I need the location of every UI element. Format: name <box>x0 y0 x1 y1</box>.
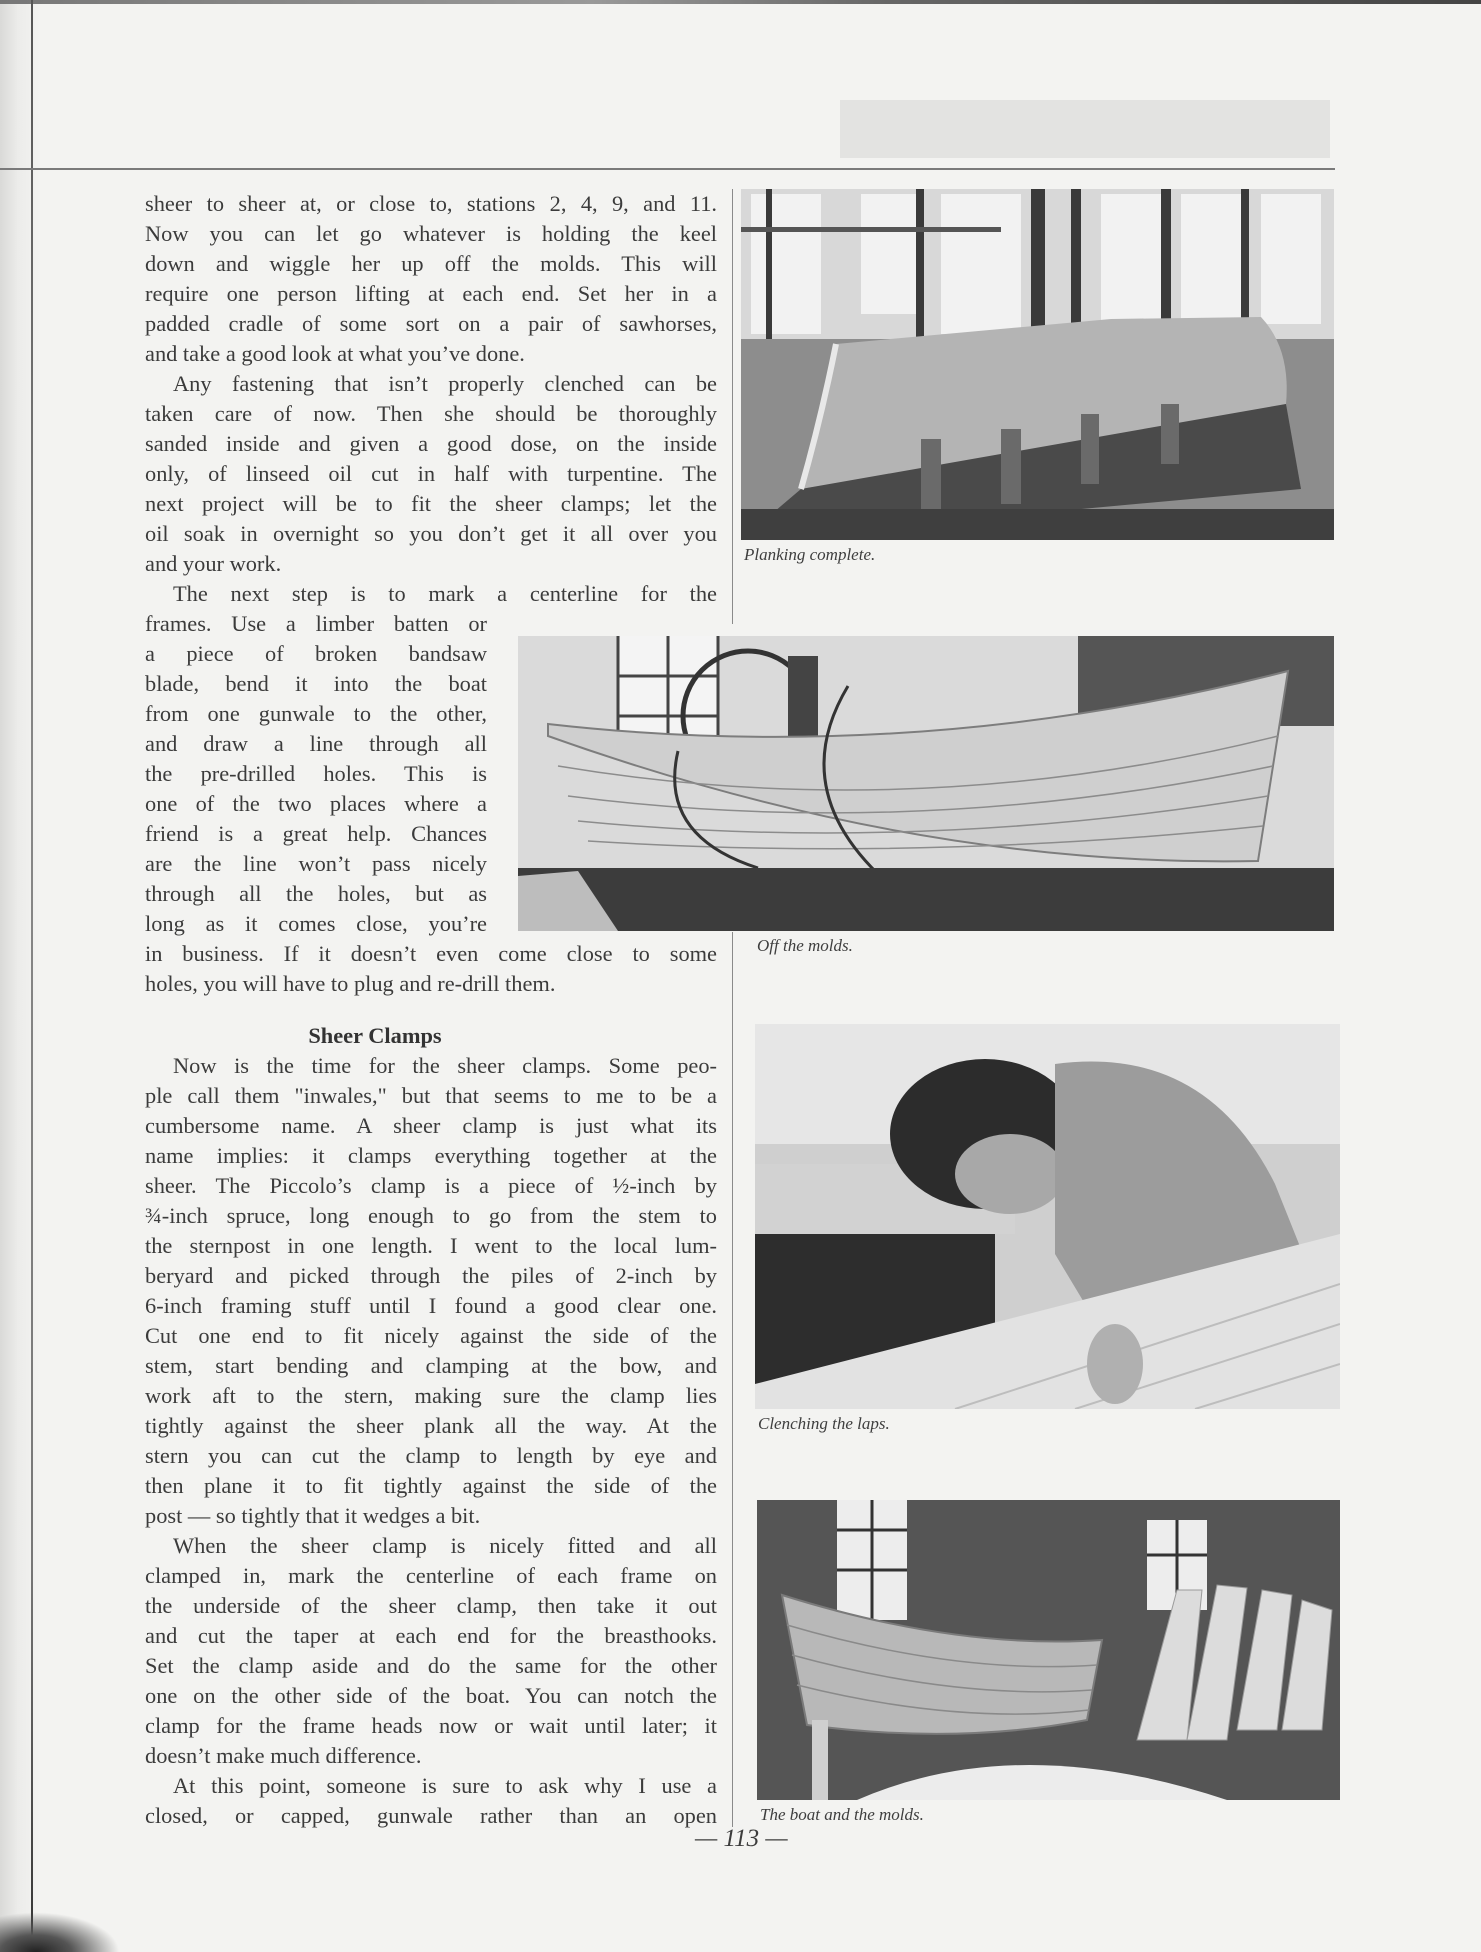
body-text-column <box>145 189 717 1831</box>
text-line: one on the other side of the boat. You can notch the <box>145 1683 717 1708</box>
column-divider <box>732 932 733 1827</box>
text-line: and cut the taper at each end for the breasthooks. <box>145 1623 717 1648</box>
text-line: At this point, someone is sure to ask why I use a <box>173 1773 717 1798</box>
text-line: cumbersome name. A sheer clamp is just what its <box>145 1113 717 1138</box>
text-line: sheer to sheer at, or close to, stations 2, 4, 9, and 11. <box>145 191 717 216</box>
text-line: closed, or capped, gunwale rather than an open <box>145 1803 717 1828</box>
text-line: sheer. The Piccolo’s clamp is a piece of ½-inch by <box>145 1173 717 1198</box>
text-line: blade, bend it into the boat <box>145 671 487 696</box>
text-line: and your work. <box>145 551 282 576</box>
text-line: The next step is to mark a centerline for the <box>173 581 717 606</box>
text-line: Set the clamp aside and do the same for the other <box>145 1653 717 1678</box>
text-line: clamped in, mark the centerline of each frame on <box>145 1563 717 1588</box>
column-divider <box>732 189 733 624</box>
scan-corner-shadow <box>0 1912 120 1952</box>
text-line: the sternpost in one length. I went to the local lum- <box>145 1233 717 1258</box>
text-line: sanded inside and given a good dose, on the inside <box>145 431 717 456</box>
text-line: frames. Use a limber batten or <box>145 611 487 636</box>
photo-boat-and-molds <box>757 1500 1340 1800</box>
text-line: then plane it to fit tightly against the side of the <box>145 1473 717 1498</box>
text-line: work aft to the stern, making sure the clamp lies <box>145 1383 717 1408</box>
text-line: ple call them "inwales," but that seems to me to be a <box>145 1083 717 1108</box>
book-gutter <box>31 0 33 1952</box>
text-line: Now is the time for the sheer clamps. Some peo- <box>173 1053 717 1078</box>
text-line: next project will be to fit the sheer clamps; let the <box>145 491 717 516</box>
text-line: through all the holes, but as <box>145 881 487 906</box>
boat-beside-molds-image <box>757 1500 1340 1800</box>
text-line: name implies: it clamps everything together at the <box>145 1143 717 1168</box>
text-line: only, of linseed oil cut in half with turpentine. The <box>145 461 717 486</box>
text-line: tightly against the sheer plank all the way. At the <box>145 1413 717 1438</box>
text-line: 6-inch framing stuff until I found a good clear one. <box>145 1293 717 1318</box>
caption-boat-and-molds: The boat and the molds. <box>760 1805 924 1824</box>
text-line: are the line won’t pass nicely <box>145 851 487 876</box>
caption-off-the-molds: Off the molds. <box>757 936 853 955</box>
boat-hull-on-molds-image <box>741 189 1334 540</box>
text-line: beryard and picked through the piles of 2-inch by <box>145 1263 717 1288</box>
page-top-edge <box>0 0 1481 4</box>
text-line: and draw a line through all <box>145 731 487 756</box>
text-line: long as it comes close, you’re <box>145 911 487 936</box>
section-heading: Sheer Clamps <box>308 1023 442 1048</box>
text-line: taken care of now. Then she should be thoroughly <box>145 401 717 426</box>
text-line: and take a good look at what you’ve done. <box>145 341 525 366</box>
text-line: down and wiggle her up off the molds. This will <box>145 251 717 276</box>
text-line: the pre-drilled holes. This is <box>145 761 487 786</box>
text-line: stem, start bending and clamping at the bow, and <box>145 1353 717 1378</box>
page-number: — 113 — <box>695 1825 788 1852</box>
header-rule <box>0 168 1335 170</box>
text-line: from one gunwale to the other, <box>145 701 487 726</box>
text-line: the underside of the sheer clamp, then take it out <box>145 1593 717 1618</box>
caption-clenching-the-laps: Clenching the laps. <box>758 1414 890 1433</box>
man-clenching-laps-image <box>755 1024 1340 1409</box>
caption-planking-complete: Planking complete. <box>744 545 876 564</box>
photo-clenching-the-laps <box>755 1024 1340 1409</box>
text-line: holes, you will have to plug and re-drill them. <box>145 971 556 996</box>
text-line: friend is a great help. Chances <box>145 821 487 846</box>
suspended-boat-hull-image <box>518 636 1334 931</box>
text-line: clamp for the frame heads now or wait until later; it <box>145 1713 717 1738</box>
text-line: stern you can cut the clamp to length by eye and <box>145 1443 717 1468</box>
text-line: require one person lifting at each end. Set her in a <box>145 281 717 306</box>
text-line: Now you can let go whatever is holding the keel <box>145 221 717 246</box>
photo-off-the-molds <box>518 636 1334 931</box>
text-line: in business. If it doesn’t even come close to some <box>145 941 717 966</box>
text-line: Cut one end to fit nicely against the side of the <box>145 1323 717 1348</box>
text-line: doesn’t make much difference. <box>145 1743 422 1768</box>
text-line: one of the two places where a <box>145 791 487 816</box>
text-line: post — so tightly that it wedges a bit. <box>145 1503 481 1528</box>
text-line: a piece of broken bandsaw <box>145 641 487 666</box>
text-line: When the sheer clamp is nicely fitted and all <box>173 1533 717 1558</box>
text-line: padded cradle of some sort on a pair of sawhorses, <box>145 311 717 336</box>
running-header-bleedthrough <box>840 100 1330 158</box>
text-line: ¾-inch spruce, long enough to go from the stem to <box>145 1203 717 1228</box>
text-line: Any fastening that isn’t properly clenched can be <box>173 371 717 396</box>
text-line: oil soak in overnight so you don’t get it all over you <box>145 521 717 546</box>
photo-planking-complete <box>741 189 1334 540</box>
